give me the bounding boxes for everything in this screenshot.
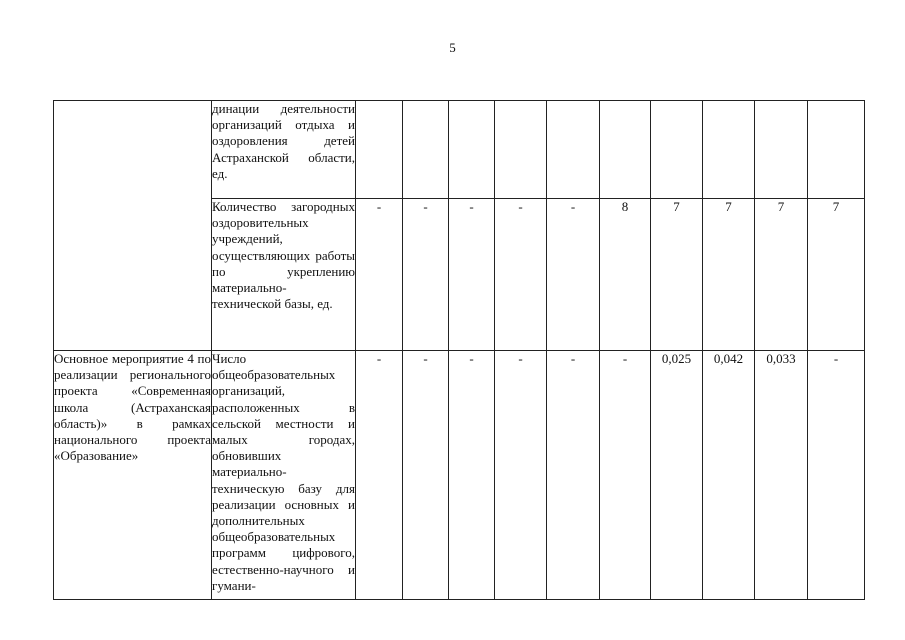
value-cell: - [403,351,449,600]
value-cell: 7 [808,199,865,351]
value-cell [651,101,703,199]
value-cell [495,101,547,199]
value-cell [600,101,651,199]
indicator-cell: Число общеобразовательных организаций, расположенных в сельской местности и малых городах, обновивших материально-техническую базу для реализации основных и дополнительных общеобразовательных программ цифрового, естественно-научного и гумани- [212,351,356,600]
value-cell [808,101,865,199]
value-cell [547,101,600,199]
value-cell: 7 [755,199,808,351]
table-row [54,351,865,600]
value-cell [703,101,755,199]
measure-cell [54,101,212,351]
value-cell [356,101,403,199]
value-cell: - [356,199,403,351]
indicator-cell: Количество загородных оздоровительных учреждений, осуществляющих работы по укреплению материально-технической базы, ед. [212,199,356,351]
value-cell: - [547,351,600,600]
page-number: 5 [449,40,456,55]
table-row [54,101,865,199]
value-cell: - [449,199,495,351]
value-cell: 0,033 [755,351,808,600]
value-cell: - [495,199,547,351]
value-cell: 0,042 [703,351,755,600]
value-cell: 8 [600,199,651,351]
value-cell: 0,025 [651,351,703,600]
value-cell [755,101,808,199]
value-cell: - [356,351,403,600]
value-cell: - [403,199,449,351]
measure-cell: Основное мероприятие 4 по реализации регионального проекта «Современная школа (Астраханская область)» в рамках национального проекта «Образование» [54,351,212,600]
value-cell: 7 [651,199,703,351]
indicator-table [53,100,865,600]
value-cell: 7 [703,199,755,351]
value-cell [403,101,449,199]
value-cell: - [547,199,600,351]
value-cell: - [808,351,865,600]
indicator-cell: динации деятельности организаций отдыха и оздоровления детей Астраханской области, ед. [212,101,356,199]
value-cell [449,101,495,199]
value-cell: - [449,351,495,600]
value-cell: - [600,351,651,600]
value-cell: - [495,351,547,600]
